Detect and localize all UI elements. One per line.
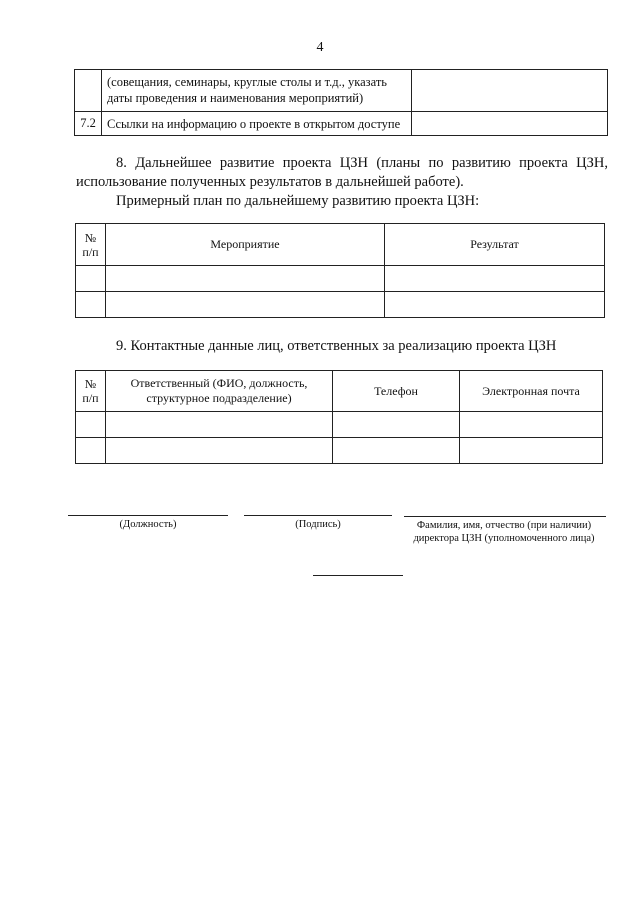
empty-cell[interactable] [460,438,603,464]
row-description-cell: Ссылки на информацию о проекте в открытом доступе [102,112,412,136]
column-header-responsible [106,371,333,412]
empty-cell[interactable] [106,266,385,292]
name-label [398,519,610,545]
column-header-number-line1: № [84,230,97,245]
contacts-table [75,370,603,464]
empty-cell[interactable] [76,266,106,292]
column-header-number [76,371,106,412]
position-label: (Должность) [119,519,177,530]
table-row [75,112,608,136]
section-9-heading: 9. Контактные данные лиц, ответственных за реализацию проекта ЦЗН [116,338,557,354]
development-plan-table [75,223,605,318]
empty-cell[interactable] [333,438,460,464]
name-label-line2: директора ЦЗН (уполномоченного лица) [413,533,595,544]
empty-cell[interactable] [385,266,605,292]
column-header-number [76,224,106,266]
document-end-line [313,575,403,576]
column-header-event: Мероприятие [106,224,385,266]
table-row [76,438,603,464]
signature-line[interactable] [244,515,392,516]
position-signature-line[interactable] [68,515,228,516]
table-row [76,266,605,292]
empty-cell[interactable] [106,292,385,318]
table-header-row [76,371,603,412]
table-row [76,292,605,318]
name-signature-line[interactable] [404,516,606,517]
empty-cell[interactable] [460,412,603,438]
page-number: 4 [316,40,324,55]
section-8-heading [76,154,608,192]
column-header-result: Результат [385,224,605,266]
empty-cell[interactable] [76,438,106,464]
table-header-row [76,224,605,266]
section-8-plan-intro: Примерный план по дальнейшему развитию проекта ЦЗН: [116,193,480,209]
row-number-cell: 7.2 [75,112,102,136]
column-header-responsible-line1: Ответственный (ФИО, должность, [130,376,308,390]
empty-cell[interactable] [106,438,333,464]
column-header-responsible-line2: структурное подразделение) [146,391,292,405]
empty-cell[interactable] [106,412,333,438]
table-row [75,70,608,112]
column-header-number-line2: п/п [82,244,99,259]
section-8-heading-text: 8. Дальнейшее развитие проекта ЦЗН (планы по развитию проекта ЦЗН, использование полученных результатов в дальнейшей работе). [76,155,608,190]
table-row [76,412,603,438]
empty-cell[interactable] [333,412,460,438]
column-header-email: Электронная почта [460,371,603,412]
column-header-phone: Телефон [333,371,460,412]
row-value-cell[interactable] [412,112,608,136]
column-header-number-line1: № [84,377,97,391]
signature-label: (Подпись) [295,519,341,530]
row-value-cell[interactable] [412,70,608,112]
column-header-number-line2: п/п [82,391,99,405]
empty-cell[interactable] [76,292,106,318]
row-description-cell: (совещания, семинары, круглые столы и т.д., указать даты проведения и наименования мероприятий) [102,70,412,112]
empty-cell[interactable] [385,292,605,318]
empty-cell[interactable] [76,412,106,438]
project-info-table-continuation [74,69,608,136]
row-number-cell [75,70,102,112]
name-label-line1: Фамилия, имя, отчество (при наличии) [416,520,592,531]
